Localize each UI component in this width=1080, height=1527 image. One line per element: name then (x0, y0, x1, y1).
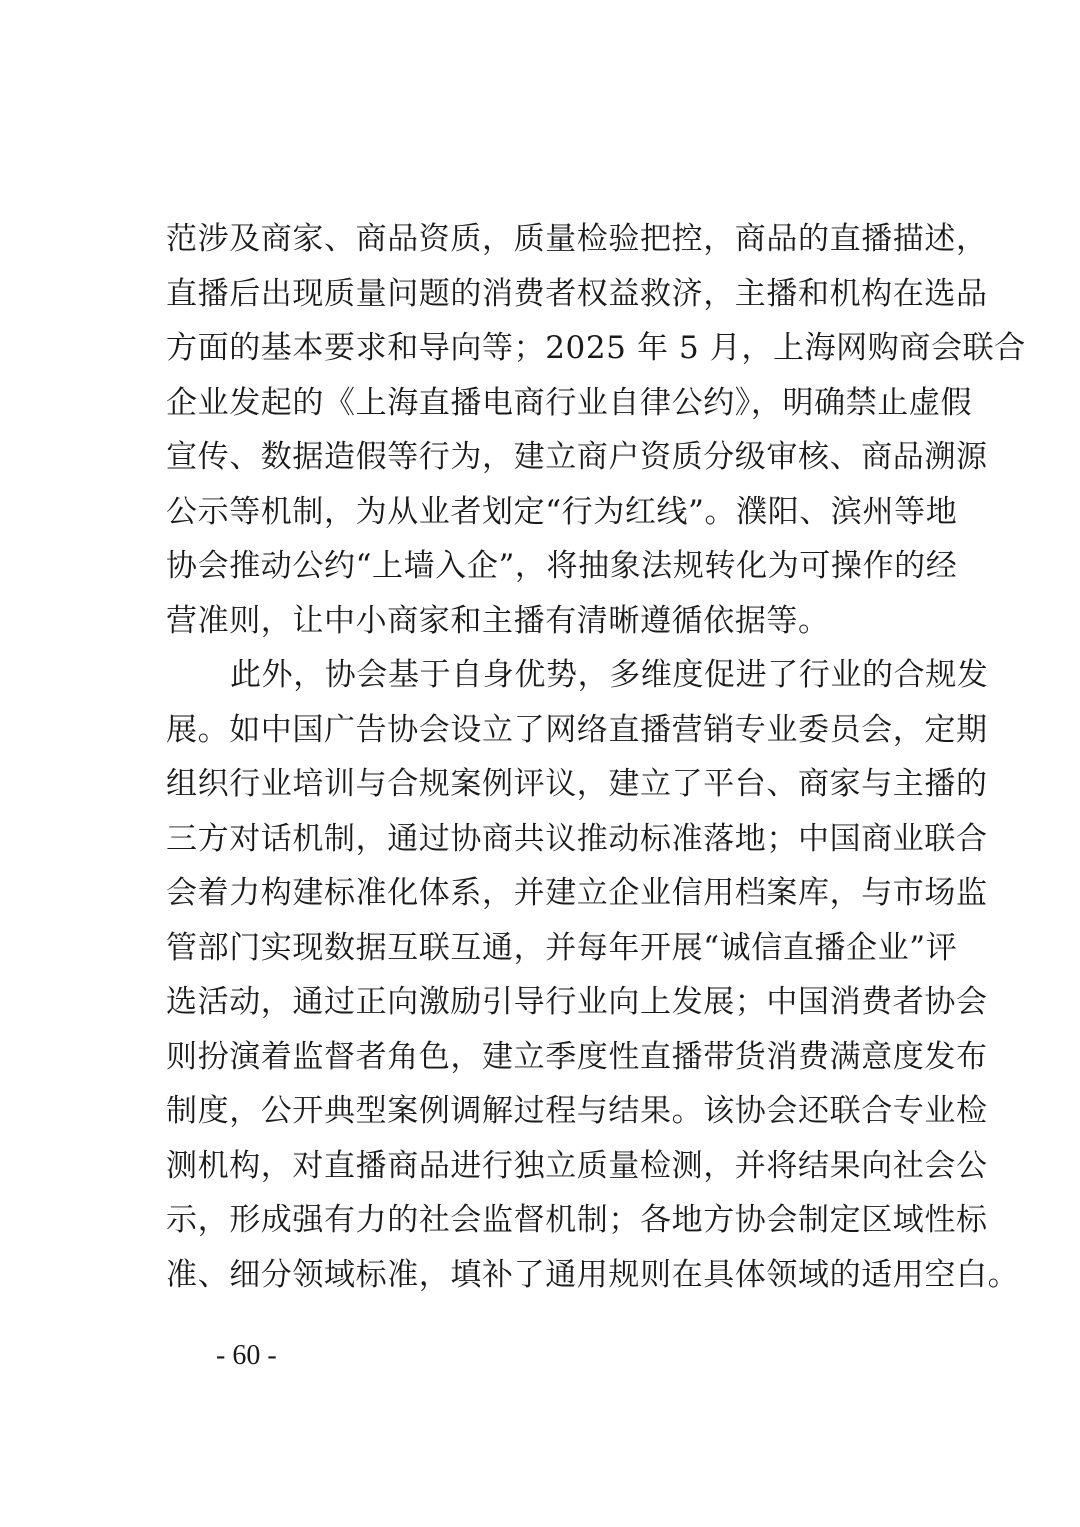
text-line: 准、细分领域标准，填补了通用规则在具体领域的适用空白。 (166, 1256, 1020, 1293)
text-line: 企业发起的《上海直播电商行业自律公约》，明确禁止虚假 (166, 384, 973, 421)
text-line: 此外，协会基于自身优势，多维度促进了行业的合规发 (230, 657, 989, 693)
text-line: 三方对话机制，通过协商共议推动标准落地；中国商业联合 (166, 820, 988, 857)
text-line: 协会推动公约“上墙入企”，将抽象法规转化为可操作的经 (166, 548, 958, 584)
text-line: 方面的基本要求和导向等；2025 年 5 月，上海网购商会联合 (166, 330, 1026, 366)
text-line: 会着力构建标准化体系，并建立企业信用档案库，与市场监 (166, 875, 988, 911)
text-line: 测机构，对直播商品进行独立质量检测，并将结果向社会公 (166, 1147, 988, 1184)
text-line: 管部门实现数据互联互通，并每年开展“诚信直播企业”评 (166, 929, 958, 966)
text-line: 示，形成强有力的社会监督机制；各地方协会制定区域性标 (166, 1202, 988, 1238)
text-line: 制度，公开典型案例调解过程与结果。该协会还联合专业检 (166, 1093, 988, 1129)
text-line: 营准则，让中小商家和主播有清晰遵循依据等。 (166, 602, 830, 639)
paragraph-1 (166, 212, 1026, 648)
text-line: 范涉及商家、商品资质，质量检验把控，商品的直播描述， (166, 221, 988, 257)
text-line: 直播后出现质量问题的消费者权益救济，主播和机构在选品 (166, 275, 988, 312)
text-line: 则扮演着监督者角色，建立季度性直播带货消费满意度发布 (166, 1038, 988, 1075)
body-text (166, 212, 1026, 1302)
text-line: 宣传、数据造假等行为，建立商户资质分级审核、商品溯源 (166, 439, 988, 475)
text-line: 组织行业培训与合规案例评议，建立了平台、商家与主播的 (166, 766, 988, 802)
paragraph-2 (166, 648, 1020, 1302)
text-line: 展。如中国广告协会设立了网络直播营销专业委员会，定期 (166, 711, 988, 748)
text-line: 公示等机制，为从业者划定“行为红线”。濮阳、滨州等地 (166, 493, 958, 530)
text-line: 选活动，通过正向激励引导行业向上发展；中国消费者协会 (166, 984, 988, 1020)
page-number: - 60 - (216, 1340, 277, 1371)
